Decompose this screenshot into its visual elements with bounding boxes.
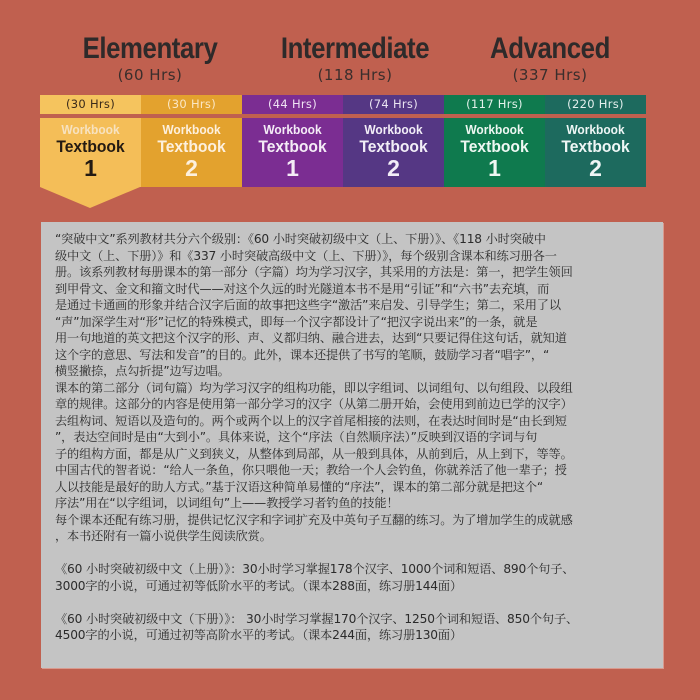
book-number: 1	[286, 155, 299, 181]
book-number: 2	[387, 155, 400, 181]
book-hours: (44 Hrs)	[242, 95, 343, 114]
level-title: Advanced	[490, 32, 610, 65]
level-hours: (337 Hrs)	[512, 66, 588, 84]
book-intermediate-1[interactable]	[242, 95, 343, 181]
book-card[interactable]	[242, 118, 343, 187]
text-line: 人以技能是最好的助人方式。”基于汉语这种简单易懂的“序法”，课本的第二部分就是把这个“	[55, 479, 544, 494]
textbook-label: Textbook	[460, 137, 529, 156]
text-line: 横竖撇捺，点勾折提”边写边唱。	[55, 364, 230, 378]
level-heading-intermediate	[255, 32, 455, 84]
textbook-label: Textbook	[157, 137, 226, 156]
book-note-line: 3000字的小说，可通过初等低阶水平的考试。（课本288面，练习册144面）	[55, 578, 462, 593]
text-line: 子的组构方面，都是从广义到狭义，从整体到局部，从一般到具体，从前到后，从上到下，等等。	[55, 446, 573, 461]
spacer	[55, 594, 655, 611]
text-line: 课本的第二部分（词句篇）均为学习汉字的组构功能，即以字组词、以词组句、以句组段、以段组	[55, 380, 573, 395]
book-note-line: 《60 小时突破初级中文（下册）》： 30小时学习掌握170个汉字、1250个词和短语、850个句子、	[55, 611, 579, 626]
text-line: ，本书还附有一篇小说供学生阅读欣赏。	[55, 529, 272, 543]
text-line: “声”加深学生对“形”记忆的特殊模式，即每一个汉字都设计了“把汉字说出来”的一条，就是	[55, 314, 538, 329]
level-title: Elementary	[82, 32, 218, 65]
book-hours: (220 Hrs)	[545, 95, 646, 114]
textbook-label: Textbook	[359, 137, 428, 156]
book-card[interactable]	[444, 118, 545, 187]
level-heading-elementary	[50, 32, 250, 84]
selected-arrow-indicator	[40, 187, 140, 208]
text-line: “突破中文”系列教材共分六个级别：《60 小时突破初级中文（上、下册）》、《118 小时突破中	[55, 232, 546, 246]
book-number: 2	[589, 155, 602, 181]
book-advanced-2[interactable]	[545, 95, 646, 181]
text-line: 每个课本还配有练习册，提供记忆汉字和字词扩充及中英句子互翻的练习。为了增加学生的成就感	[55, 512, 573, 527]
book-intermediate-2[interactable]	[343, 95, 444, 181]
workbook-label: Workbook	[263, 122, 322, 137]
description-text	[55, 231, 655, 644]
book-hours: (74 Hrs)	[343, 95, 444, 114]
text-line: 级中文（上、下册）》和《337 小时突破高级中文（上、下册）》，每个级别含课本和练习册各一	[55, 248, 557, 263]
workbook-label: Workbook	[162, 122, 221, 137]
text-line: 中国古代的智者说：“给人一条鱼，你只喂他一天；教给一个人会钓鱼，你就养活了他一辈子；授	[55, 463, 567, 477]
book-elementary-1[interactable]	[40, 95, 141, 181]
book-number: 1	[488, 155, 501, 181]
workbook-label: Workbook	[364, 122, 423, 137]
textbook-label: Textbook	[56, 137, 125, 156]
book-card[interactable]	[40, 118, 141, 187]
level-title: Intermediate	[280, 32, 430, 65]
level-heading-advanced	[450, 32, 650, 84]
book-hours: (30 Hrs)	[40, 95, 141, 114]
level-hours: (60 Hrs)	[117, 66, 183, 84]
book-number: 2	[185, 155, 198, 181]
workbook-label: Workbook	[61, 122, 120, 137]
book-card[interactable]	[343, 118, 444, 187]
book-card[interactable]	[141, 118, 242, 187]
workbook-label: Workbook	[566, 122, 625, 137]
book-hours: (30 Hrs)	[141, 95, 242, 114]
book-elementary-2[interactable]	[141, 95, 242, 181]
description-panel	[41, 222, 663, 668]
level-hours: (118 Hrs)	[317, 66, 393, 84]
text-line: 用一句地道的英文把这个汉字的形、声、义都归纳、融合进去，达到“只要记得住这句话，就知道	[55, 331, 567, 345]
text-line: 册。该系列教材每册课本的第一部分（字篇）均为学习汉字，其采用的方法是：第一，把学生领回	[55, 265, 573, 279]
textbook-label: Textbook	[258, 137, 327, 156]
text-line: ”，表达空间时是由“大到小”。具体来说，这个“序法（自然顺序法）”反映到汉语的字词与句	[55, 430, 538, 444]
text-line: 序法”用在“以字组词，以词组句”上——教授学习者钓鱼的技能！	[55, 496, 399, 510]
text-line: 章的规律。这部分的内容是使用第一部分学习的汉字（从第二册开始，会使用到前边已学的汉字）	[55, 397, 573, 411]
text-line: 到甲骨文、金文和籀文时代——对这个久远的时光隧道本书不是用“引证”和“六书”去充填，而	[55, 281, 550, 296]
book-note-line: 4500字的小说，可通过初等高阶水平的考试。（课本244面，练习册130面）	[55, 628, 462, 642]
text-line: 去组构词、短语以及造句的。两个或两个以上的汉字首尾相接的法则，在表达时间时是“由长到短	[55, 413, 567, 428]
workbook-label: Workbook	[465, 122, 524, 137]
book-hours: (117 Hrs)	[444, 95, 545, 114]
book-advanced-1[interactable]	[444, 95, 545, 181]
book-card[interactable]	[545, 118, 646, 187]
book-strip	[40, 95, 648, 207]
text-line: 是通过卡通画的形象并结合汉字后面的故事把这些字“激活”来启发、引导学生；第二，采用了以	[55, 298, 561, 312]
book-number: 1	[84, 155, 97, 181]
book-note-line: 《60 小时突破初级中文（上册）》：30小时学习掌握178个汉字、1000个词和短语、890个句子、	[55, 562, 575, 576]
spacer	[55, 545, 655, 562]
text-line: 这个字的意思、写法和发音”的目的。此外，课本还提供了书写的笔顺，鼓励学习者“唱字”，“	[55, 347, 550, 362]
textbook-label: Textbook	[561, 137, 630, 156]
